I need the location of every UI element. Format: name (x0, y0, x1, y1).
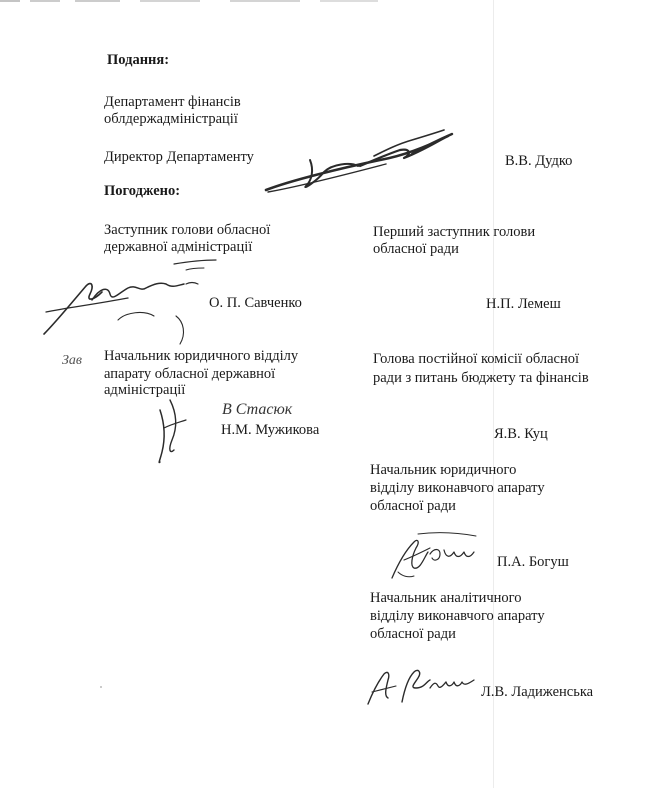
deputy-title-line-2: державної адміністрації (104, 239, 253, 255)
legal-dept-signature (150, 392, 200, 467)
council-legal-line-1: Начальник юридичного (370, 462, 517, 478)
analytic-dept-name: Л.В. Ладиженська (481, 684, 594, 700)
first-deputy-name: Н.П. Лемеш (486, 296, 561, 312)
analytic-dept-line-2: відділу виконавчого апарату (370, 608, 545, 624)
council-legal-line-2: відділу виконавчого апарату (370, 480, 545, 496)
analytic-dept-line-3: обласної ради (370, 626, 456, 642)
legal-dept-name: Н.М. Мужикова (221, 422, 320, 438)
submitted-heading: Подання: (107, 52, 170, 68)
scan-speck (100, 686, 102, 688)
department-line-1: Департамент фінансів (104, 94, 241, 110)
committee-head-name: Я.В. Куц (494, 426, 548, 442)
council-legal-line-3: обласної ради (370, 498, 456, 514)
handwritten-zav-note: Зав (62, 353, 83, 368)
council-legal-name: П.А. Богуш (497, 554, 569, 570)
handwritten-stasiuk-note: В Стасюк (222, 401, 293, 418)
director-title: Директор Департаменту (104, 149, 254, 165)
director-name: В.В. Дудко (505, 153, 573, 169)
committee-head-line-1: Голова постійної комісії обласної (373, 351, 579, 367)
first-deputy-line-2: обласної ради (373, 241, 459, 257)
deputy-name: О. П. Савченко (209, 295, 302, 311)
deputy-signature (36, 252, 236, 342)
council-legal-signature (384, 528, 494, 586)
department-line-2: облдержадміністрації (104, 111, 238, 127)
analytic-dept-line-1: Начальник аналітичного (370, 590, 522, 606)
director-signature (262, 120, 472, 200)
page-fold-line (493, 0, 494, 788)
first-deputy-line-1: Перший заступник голови (373, 224, 536, 240)
legal-dept-line-2: апарату обласної державної (104, 366, 276, 382)
analytic-dept-signature (362, 664, 482, 712)
legal-dept-line-3: адміністрації (104, 382, 186, 398)
agreed-heading: Погоджено: (104, 183, 181, 199)
deputy-title-line-1: Заступник голови обласної (104, 222, 271, 238)
top-scan-marks (0, 0, 380, 3)
committee-head-line-2: ради з питань бюджету та фінансів (373, 370, 589, 386)
legal-dept-line-1: Начальник юридичного відділу (104, 348, 299, 364)
